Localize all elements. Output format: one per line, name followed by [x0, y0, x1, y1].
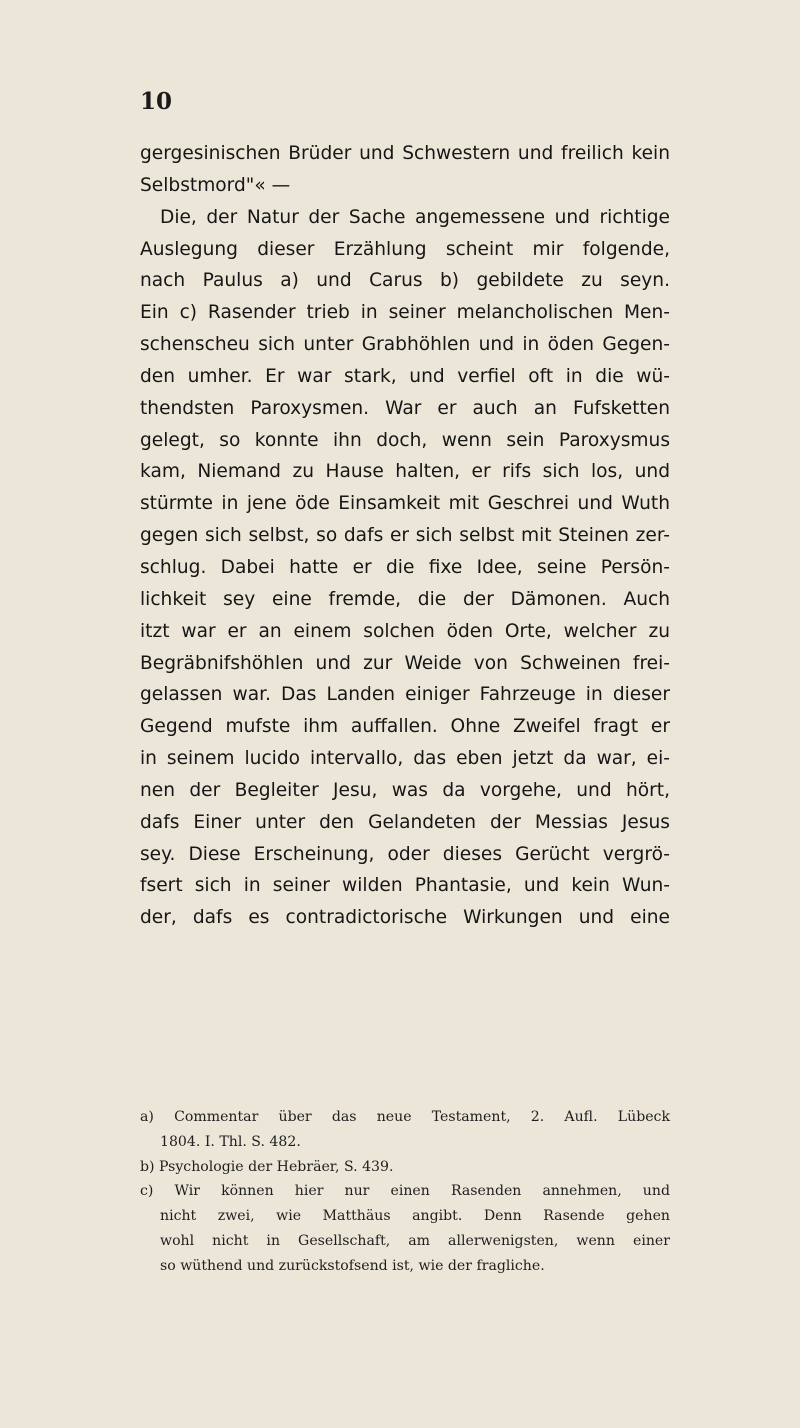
text-line: gelegt, so konnte ihn doch, wenn sein Paroxysmus — [140, 429, 670, 451]
text-line: itzt war er an einem solchen öden Orte, welcher zu — [140, 620, 670, 642]
body-text — [140, 138, 670, 934]
text-line: thendsten Paroxysmen. War er auch an Fufsketten — [140, 397, 670, 419]
text-line: schenscheu sich unter Grabhöhlen und in öden Gegen- — [140, 334, 670, 356]
text-line: nen der Begleiter Jesu, was da vorgehe, und hört, — [140, 779, 670, 801]
text-line: sey. Diese Erscheinung, oder dieses Gerücht vergrö- — [140, 843, 670, 865]
text-line: dafs Einer unter den Gelandeten der Messias Jesus — [140, 811, 670, 833]
text-line: Die, der Natur der Sache angemessene und richtige — [160, 206, 670, 228]
text-line: Auslegung dieser Erzählung scheint mir folgende, — [140, 238, 670, 260]
footnote-c-continuation: nicht zwei, wie Matthäus angibt. Denn Rasende gehen — [160, 1208, 670, 1225]
footnote-b: b) Psychologie der Hebräer, S. 439. — [140, 1158, 394, 1175]
text-line: Selbstmord"« — — [140, 174, 291, 196]
text-line: fsert sich in seiner wilden Phantasie, und kein Wun- — [140, 875, 670, 897]
text-line: stürmte in jene öde Einsamkeit mit Geschrei und Wuth — [140, 493, 670, 515]
footnotes — [140, 1105, 670, 1279]
text-line: den umher. Er war stark, und verfiel oft in die wü- — [140, 365, 670, 387]
text-line: gergesinischen Brüder und Schwestern und freilich kein — [140, 143, 670, 164]
text-line: schlug. Dabei hatte er die fixe Idee, seine Persön- — [140, 556, 670, 578]
text-line: gegen sich selbst, so dafs er sich selbst mit Steinen zer- — [140, 525, 670, 547]
text-line: Gegend mufste ihm auffallen. Ohne Zweifel fragt er — [140, 716, 670, 738]
text-line: der, dafs es contradictorische Wirkungen und eine — [140, 907, 670, 929]
text-line: Ein c) Rasender trieb in seiner melancholischen Men- — [140, 302, 670, 324]
footnote-a: a) Commentar über das neue Testament, 2. Aufl. Lübeck — [140, 1109, 670, 1125]
footnote-c-continuation: wohl nicht in Gesellschaft, am allerwenigsten, wenn einer — [160, 1232, 670, 1249]
text-line: lichkeit sey eine fremde, die der Dämonen. Auch — [140, 588, 670, 610]
page-number: 10 — [140, 88, 173, 115]
text-line: nach Paulus a) und Carus b) gebildete zu seyn. — [140, 270, 670, 292]
footnote-a-continuation: 1804. I. Thl. S. 482. — [160, 1133, 301, 1150]
footnote-c: c) Wir können hier nur einen Rasenden annehmen, und — [140, 1183, 670, 1200]
text-line: kam, Niemand zu Hause halten, er rifs sich los, und — [140, 461, 670, 483]
text-line: in seinem lucido intervallo, das eben jetzt da war, ei- — [140, 748, 670, 770]
text-line: gelassen war. Das Landen einiger Fahrzeuge in dieser — [140, 684, 670, 706]
footnote-c-continuation: so wüthend und zurückstofsend ist, wie der fragliche. — [160, 1257, 545, 1274]
text-line: Begräbnifshöhlen und zur Weide von Schweinen frei- — [140, 652, 670, 674]
